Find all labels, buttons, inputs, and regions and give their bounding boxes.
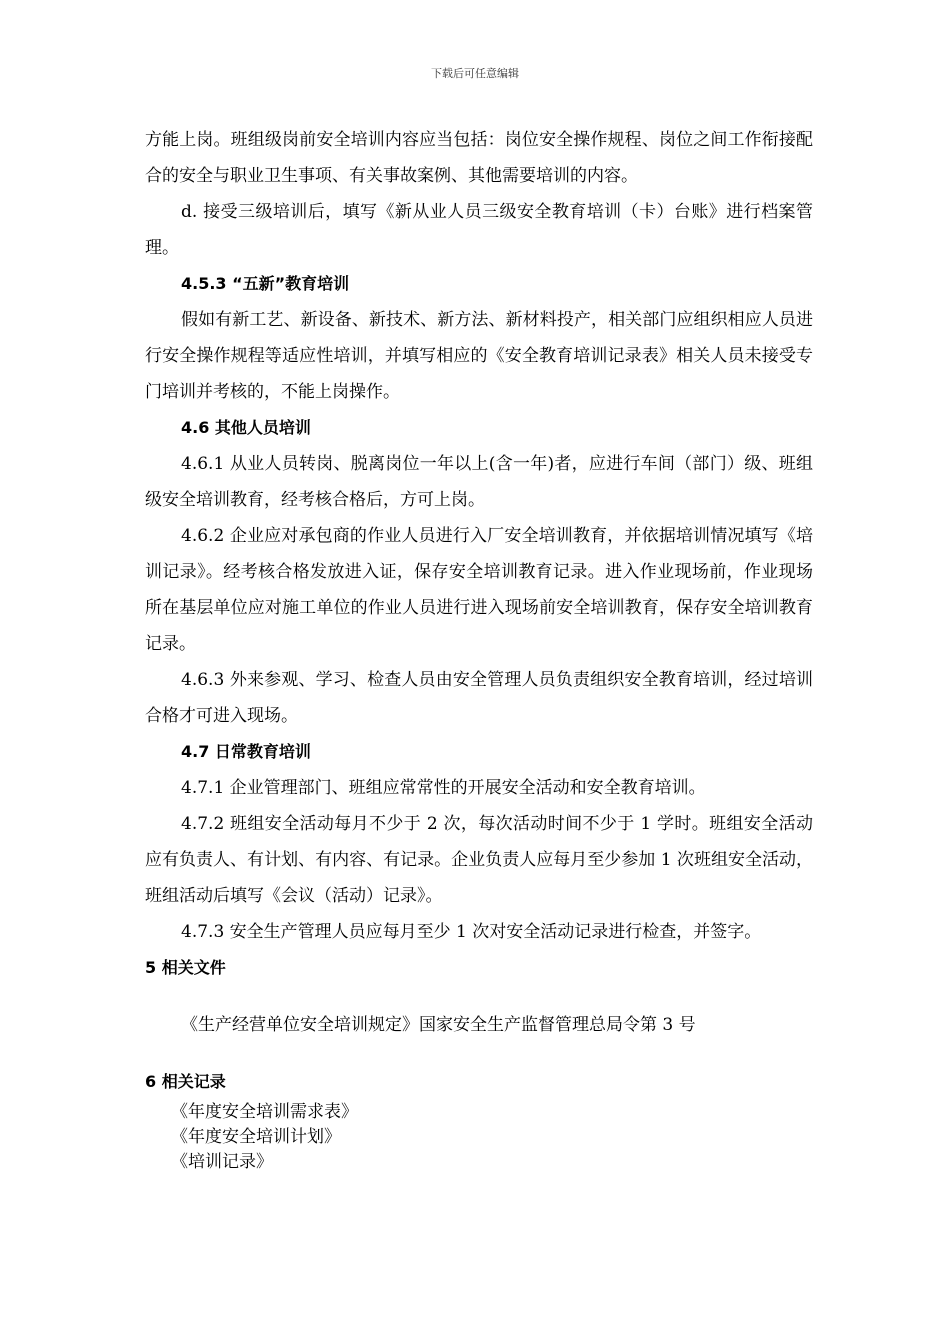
heading-section-6: 6 相关记录: [145, 1072, 226, 1091]
paragraph-4-6-1: 4.6.1 从业人员转岗、脱离岗位一年以上(含一年)者，应进行车间（部门）级、班组级安全培训教育，经考核合格后，方可上岗。: [145, 454, 813, 510]
paragraph-4-7-1: 4.7.1 企业管理部门、班组应常常性的开展安全活动和安全教育培训。: [181, 778, 706, 798]
paragraph-4-7-2: 4.7.2 班组安全活动每月不少于 2 次，每次活动时间不少于 1 学时。班组安全活动应有负责人、有计划、有内容、有记录。企业负责人应每月至少参加 1 次班组安全活动，班组活动后填写《会议（活动）记录》。: [145, 814, 813, 906]
heading-section-5: 5 相关文件: [145, 958, 226, 977]
paragraph-4-6-3: 4.6.3 外来参观、学习、检查人员由安全管理人员负责组织安全教育培训，经过培训合格才可进入现场。: [145, 670, 813, 726]
document-body: [145, 122, 813, 1175]
heading-4-7: 4.7 日常教育培训: [181, 742, 311, 761]
paragraph-d: d. 接受三级培训后，填写《新从业人员三级安全教育培训（卡）台账》进行档案管理。: [145, 202, 813, 258]
heading-4-6: 4.6 其他人员培训: [181, 418, 311, 437]
paragraph-4-6-2: 4.6.2 企业应对承包商的作业人员进行入厂安全培训教育，并依据培训情况填写《培训记录》。经考核合格发放进入证，保存安全培训教育记录。进入作业现场前，作业现场所在基层单位应对施工单位的作业人员进行进入现场前安全培训教育，保存安全培训教育记录。: [145, 526, 813, 654]
record-item: 《培训记录》: [171, 1152, 273, 1172]
page-header: 下载后可任意编辑: [431, 67, 519, 80]
related-records-list: [171, 1100, 813, 1175]
record-item: 《年度安全培训计划》: [171, 1127, 341, 1147]
paragraph-wuxin: 假如有新工艺、新设备、新技术、新方法、新材料投产，相关部门应组织相应人员进行安全操作规程等适应性培训，并填写相应的《安全教育培训记录表》相关人员未接受专门培训并考核的，不能上岗操作。: [145, 310, 813, 402]
paragraph-continuation: 方能上岗。班组级岗前安全培训内容应当包括：岗位安全操作规程、岗位之间工作衔接配合的安全与职业卫生事项、有关事故案例、其他需要培训的内容。: [145, 130, 813, 186]
related-document-item: 《生产经营单位安全培训规定》国家安全生产监督管理总局令第 3 号: [181, 1015, 696, 1035]
heading-4-5-3: 4.5.3 “五新”教育培训: [181, 274, 350, 293]
paragraph-4-7-3: 4.7.3 安全生产管理人员应每月至少 1 次对安全活动记录进行检查，并签字。: [181, 922, 762, 942]
record-item: 《年度安全培训需求表》: [171, 1102, 358, 1122]
